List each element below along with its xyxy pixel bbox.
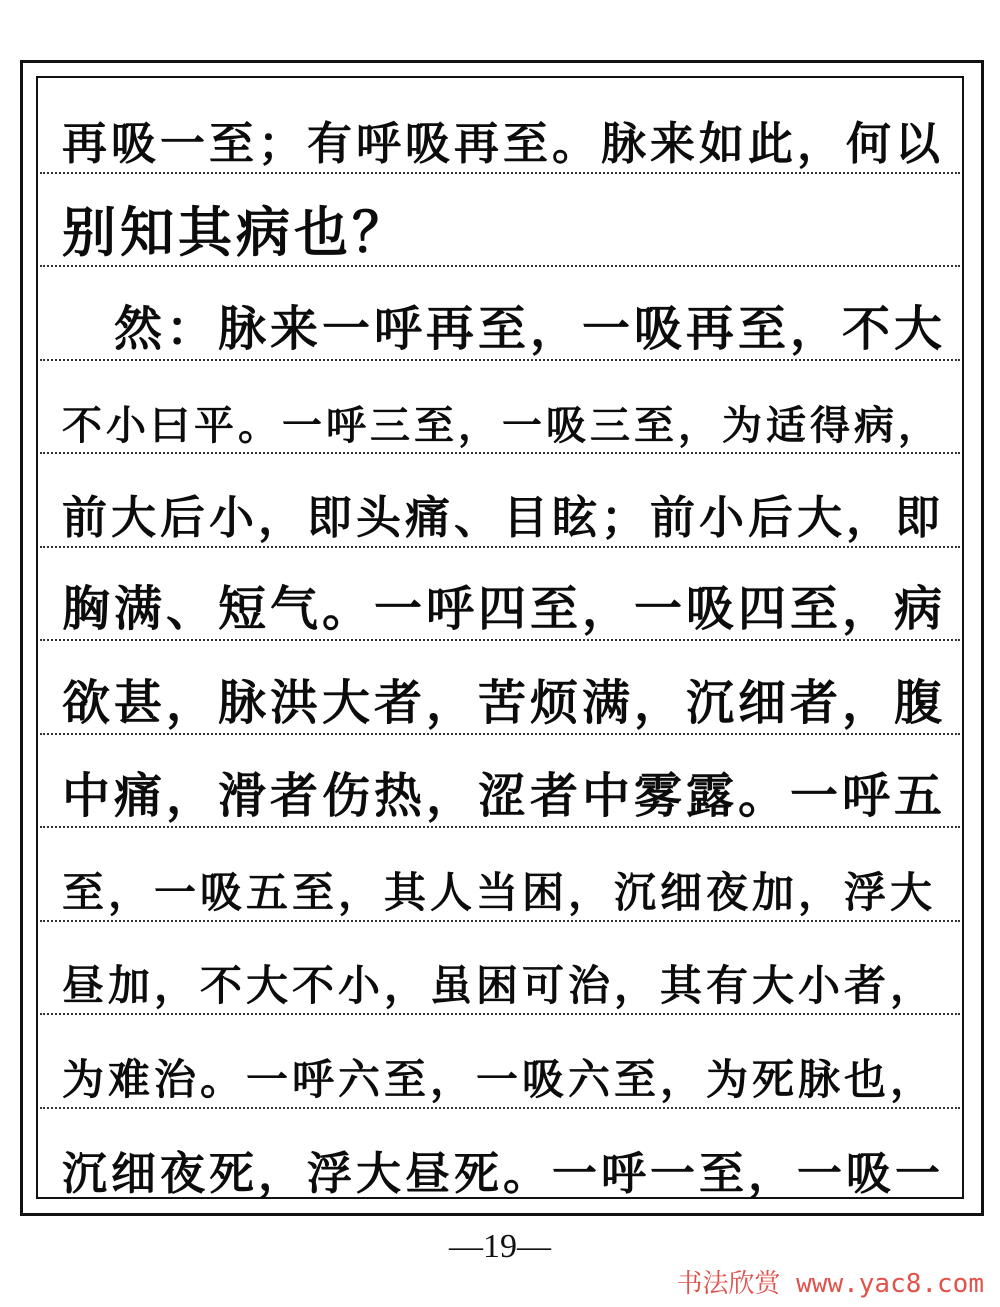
text-line: 中痛，滑者伤热，涩者中雾露。一呼五 (62, 768, 947, 824)
text-line: 为难治。一呼六至，一吸六至，为死脉也， (62, 1054, 937, 1104)
text-line: 欲甚，脉洪大者，苦烦满，沉细者，腹 (62, 674, 947, 731)
text-line: 至，一吸五至，其人当困，沉细夜加，浮大 (62, 867, 937, 917)
text-line: 昼加，不大不小，虽困可治，其有大小者， (62, 961, 937, 1010)
text-line: 再吸一至；有呼吸再至。脉来如此，何以 (62, 116, 945, 170)
text-line: 前大后小，即头痛、目眩；前小后大，即 (62, 490, 945, 544)
ruled-line (40, 548, 960, 642)
text-line: 然：脉来一呼再至，一吸再至，不大 (62, 300, 947, 357)
ruled-line (40, 361, 960, 455)
ruled-line (40, 267, 960, 361)
page-number: —19— (449, 1228, 551, 1265)
text-line: 别知其病也？ (62, 200, 410, 264)
text-line: 胸满、短气。一呼四至，一吸四至，病 (62, 581, 947, 637)
ruled-line (40, 174, 960, 268)
ruled-line (40, 1109, 960, 1203)
ruled-line (40, 735, 960, 829)
text-line: 沉细夜死，浮大昼死。一呼一至，一吸一 (62, 1147, 945, 1200)
text-line: 不小曰平。一呼三至，一吸三至，为适得病， (62, 402, 942, 449)
ruled-line (40, 80, 960, 174)
ruled-line (40, 828, 960, 922)
site-watermark: 书法欣赏 www.yac8.com (676, 1269, 984, 1299)
ruled-line (40, 454, 960, 548)
ruled-line (40, 641, 960, 735)
ruled-line (40, 1015, 960, 1109)
calligraphy-text-area (40, 80, 960, 1202)
ruled-line (40, 922, 960, 1016)
